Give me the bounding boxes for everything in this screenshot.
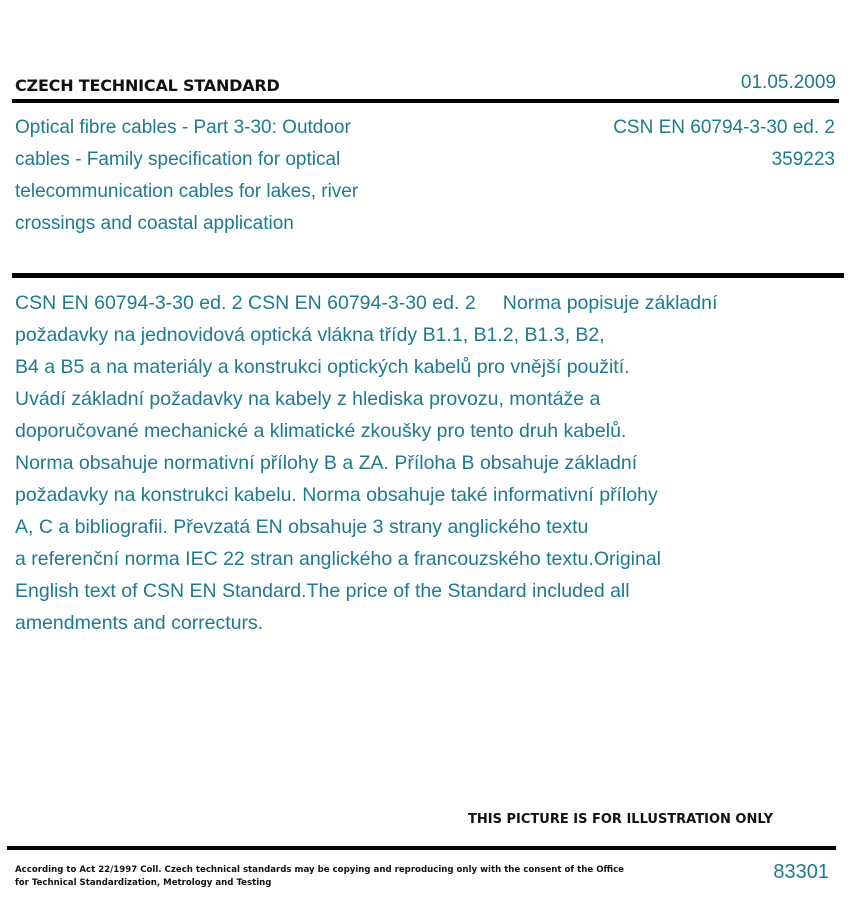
description-line: požadavky na konstrukci kabelu. Norma obsahuje také informativní přílohy bbox=[15, 484, 658, 506]
description-line: Norma obsahuje normativní přílohy B a ZA. Příloha B obsahuje základní bbox=[15, 452, 638, 474]
catalog-number: 359223 bbox=[771, 149, 835, 170]
standard-type-label: CZECH TECHNICAL STANDARD bbox=[15, 76, 280, 95]
title-line: cables - Family specification for optical bbox=[15, 149, 341, 170]
footer-number: 83301 bbox=[773, 861, 829, 883]
illustration-disclaimer: THIS PICTURE IS FOR ILLUSTRATION ONLY bbox=[468, 812, 773, 827]
legal-notice bbox=[15, 864, 625, 890]
standard-identifiers bbox=[613, 112, 835, 176]
description-line: doporučované mechanické a klimatické zkoušky pro tento druh kabelů. bbox=[15, 420, 627, 442]
middle-divider bbox=[12, 273, 844, 278]
standard-description bbox=[15, 287, 815, 639]
title-line: crossings and coastal application bbox=[15, 213, 294, 234]
description-line: a referenční norma IEC 22 stran anglického a francouzského textu.Original bbox=[15, 548, 662, 570]
standard-number: CSN EN 60794-3-30 ed. 2 bbox=[613, 117, 835, 138]
legal-line: According to Act 22/1997 Coll. Czech technical standards may be copying and reproducing only with the consent of the Office bbox=[15, 865, 625, 875]
title-line: Optical fibre cables - Part 3-30: Outdoor bbox=[15, 117, 351, 138]
description-line: CSN EN 60794-3-30 ed. 2 CSN EN 60794-3-30 ed. 2 Norma popisuje základní bbox=[15, 292, 718, 314]
title-line: telecommunication cables for lakes, river bbox=[15, 181, 359, 202]
legal-line: for Technical Standardization, Metrology and Testing bbox=[15, 878, 272, 888]
description-line: požadavky na jednovidová optická vlákna třídy B1.1, B1.2, B1.3, B2, bbox=[15, 324, 605, 346]
bottom-divider bbox=[7, 846, 836, 850]
description-line: B4 a B5 a na materiály a konstrukci optických kabelů pro vnější použití. bbox=[15, 356, 630, 378]
publication-date: 01.05.2009 bbox=[740, 72, 836, 93]
description-line: English text of CSN EN Standard.The price of the Standard included all bbox=[15, 580, 630, 602]
description-line: A, C a bibliografii. Převzatá EN obsahuje 3 strany anglického textu bbox=[15, 516, 589, 538]
standard-title bbox=[15, 112, 445, 240]
description-line: Uvádí základní požadavky na kabely z hlediska provozu, montáže a bbox=[15, 388, 601, 410]
description-line: amendments and correcturs. bbox=[15, 612, 264, 634]
top-divider bbox=[12, 99, 839, 103]
